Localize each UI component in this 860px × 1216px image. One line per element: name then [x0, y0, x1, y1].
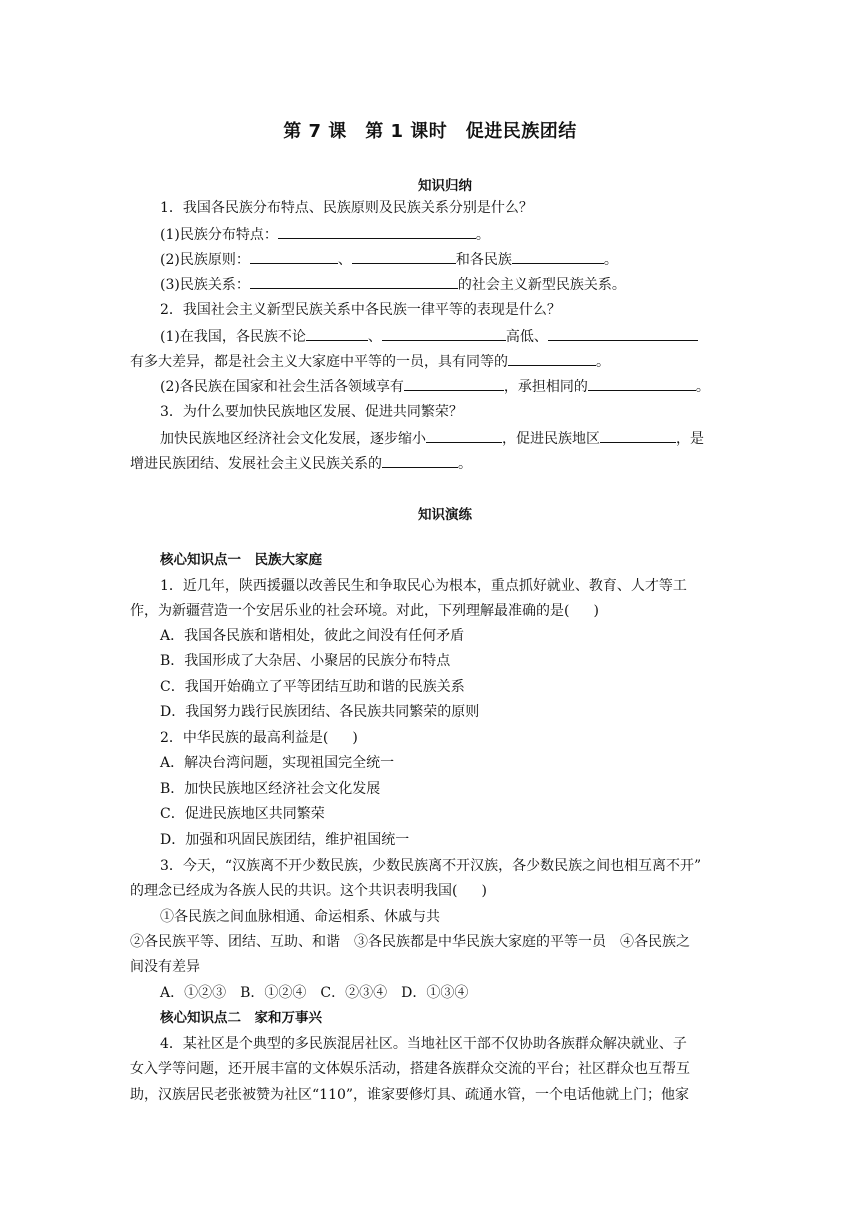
punctuation: 、 — [367, 329, 382, 345]
problem-2-option-c[interactable]: C．促进民族地区共同繁荣 — [160, 806, 325, 822]
text-segment: ，促进民族地区 — [502, 431, 600, 447]
text-segment: 2．中华民族的最高利益是( — [160, 730, 329, 746]
question-2-part-a-line1 — [160, 326, 698, 347]
page-title: 第 7 课 第 1 课时 促进民族团结 — [283, 121, 577, 142]
question-1: 1．我国各民族分布特点、民族原则及民族关系分别是什么？ — [160, 200, 533, 216]
question-1-part-b — [160, 249, 618, 270]
text-segment: 加快民族地区经济社会文化发展，逐步缩小 — [160, 431, 426, 447]
punctuation: ) — [481, 883, 487, 899]
problem-3-line1: 3．今天，“汉族离不开少数民族，少数民族离不开汉族，各少数民族之间也相互离不开” — [160, 858, 702, 874]
answer-blank[interactable] — [404, 376, 504, 391]
core-point-2-heading: 核心知识点二 家和万事兴 — [160, 1010, 322, 1026]
punctuation: 。 — [596, 354, 610, 370]
question-1-part-a — [160, 224, 490, 245]
problem-1-line2 — [130, 601, 599, 621]
answer-blank[interactable] — [306, 326, 368, 341]
problem-4-line3: 助，汉族居民老张被赞为社区“110”，谁家要修灯具、疏通水管，一个电话他就上门；他家 — [130, 1087, 690, 1103]
question-2: 2．我国社会主义新型民族关系中各民族一律平等的表现是什么？ — [160, 302, 561, 318]
question-2-part-a-line2 — [130, 351, 610, 372]
answer-blank[interactable] — [352, 249, 456, 264]
text-segment: (1)在我国，各民族不论 — [160, 329, 306, 345]
punctuation: 。 — [695, 379, 710, 395]
answer-blank[interactable] — [548, 326, 698, 341]
part-label: (3)民族关系： — [160, 277, 250, 293]
answer-blank[interactable] — [600, 428, 676, 443]
part-label: (1)民族分布特点： — [160, 227, 278, 243]
punctuation: 。 — [458, 456, 472, 472]
problem-4-line2: 女入学等问题，还开展丰富的文体娱乐活动，搭建各族群众交流的平台；社区群众也互帮互 — [130, 1061, 690, 1077]
core-point-1-heading: 核心知识点一 民族大家庭 — [160, 552, 322, 568]
problem-1-line1: 1．近几年，陕西援疆以改善民生和争取民心为根本，重点抓好就业、教育、人才等工 — [160, 578, 687, 594]
question-3-answer-line2 — [130, 453, 472, 474]
problem-3-statement-1: ①各民族之间血脉相通、命运相系、休戚与共 — [160, 909, 440, 925]
answer-blank[interactable] — [382, 326, 506, 341]
question-2-part-b — [160, 376, 710, 397]
problem-2-option-d[interactable]: D．加强和巩固民族团结，维护祖国统一 — [160, 832, 410, 848]
answer-blank[interactable] — [250, 249, 338, 264]
text-segment: 的理念已经成为各族人民的共识。这个共识表明我国( — [130, 883, 458, 899]
problem-1-option-a[interactable]: A．我国各民族和谐相处，彼此之间没有任何矛盾 — [160, 628, 465, 644]
problem-3-statements-2-4: ②各民族平等、团结、互助、和谐 ③各民族都是中华民族大家庭的平等一员 ④各民族之 — [130, 934, 690, 950]
text-segment: 增进民族团结、发展社会主义民族关系的 — [130, 456, 382, 472]
punctuation: ) — [352, 730, 358, 746]
punctuation: 。 — [475, 227, 490, 243]
problem-1-option-b[interactable]: B．我国形成了大杂居、小聚居的民族分布特点 — [160, 653, 451, 669]
problem-3-statement-4-cont: 间没有差异 — [130, 959, 200, 975]
text-segment: ，是 — [676, 431, 704, 447]
problem-2-option-b[interactable]: B．加快民族地区经济社会文化发展 — [160, 781, 381, 797]
answer-blank[interactable] — [250, 274, 458, 289]
answer-blank[interactable] — [508, 351, 596, 366]
answer-blank[interactable] — [426, 428, 502, 443]
summary-heading: 知识归纳 — [418, 178, 472, 194]
question-3-answer-line1 — [160, 428, 704, 449]
text-segment: 和各民族 — [455, 252, 512, 268]
text-segment: ，承担相同的 — [503, 379, 588, 395]
text-segment: (2)各民族在国家和社会生活各领域享有 — [160, 379, 404, 395]
punctuation: ) — [593, 603, 599, 619]
practice-heading: 知识演练 — [418, 507, 472, 523]
punctuation: 、 — [337, 252, 352, 268]
text-segment: 作，为新疆营造一个安居乐业的社会环境。对此，下列理解最准确的是( — [130, 603, 570, 619]
problem-3-line2 — [130, 881, 487, 901]
answer-blank[interactable] — [278, 224, 476, 239]
problem-1-option-c[interactable]: C．我国开始确立了平等团结互助和谐的民族关系 — [160, 679, 465, 695]
question-3: 3．为什么要加快民族地区发展、促进共同繁荣？ — [160, 404, 463, 420]
problem-2-option-a[interactable]: A．解决台湾问题，实现祖国完全统一 — [160, 755, 395, 771]
answer-blank[interactable] — [588, 376, 696, 391]
question-1-part-c — [160, 274, 626, 295]
text-segment: 有多大差异，都是社会主义大家庭中平等的一员，具有同等的 — [130, 354, 508, 370]
problem-3-choices[interactable]: A．①②③ B．①②④ C．②③④ D．①③④ — [160, 985, 469, 1001]
problem-4-line1: 4．某社区是个典型的多民族混居社区。当地社区干部不仅协助各族群众解决就业、子 — [160, 1036, 687, 1052]
part-label: (2)民族原则： — [160, 252, 250, 268]
answer-blank[interactable] — [512, 249, 604, 264]
problem-2-stem — [160, 728, 358, 748]
text-segment: 高低、 — [505, 329, 548, 345]
punctuation: 。 — [603, 252, 618, 268]
text-segment: 的社会主义新型民族关系。 — [457, 277, 626, 293]
problem-1-option-d[interactable]: D．我国努力践行民族团结、各民族共同繁荣的原则 — [160, 704, 480, 720]
answer-blank[interactable] — [382, 453, 458, 468]
